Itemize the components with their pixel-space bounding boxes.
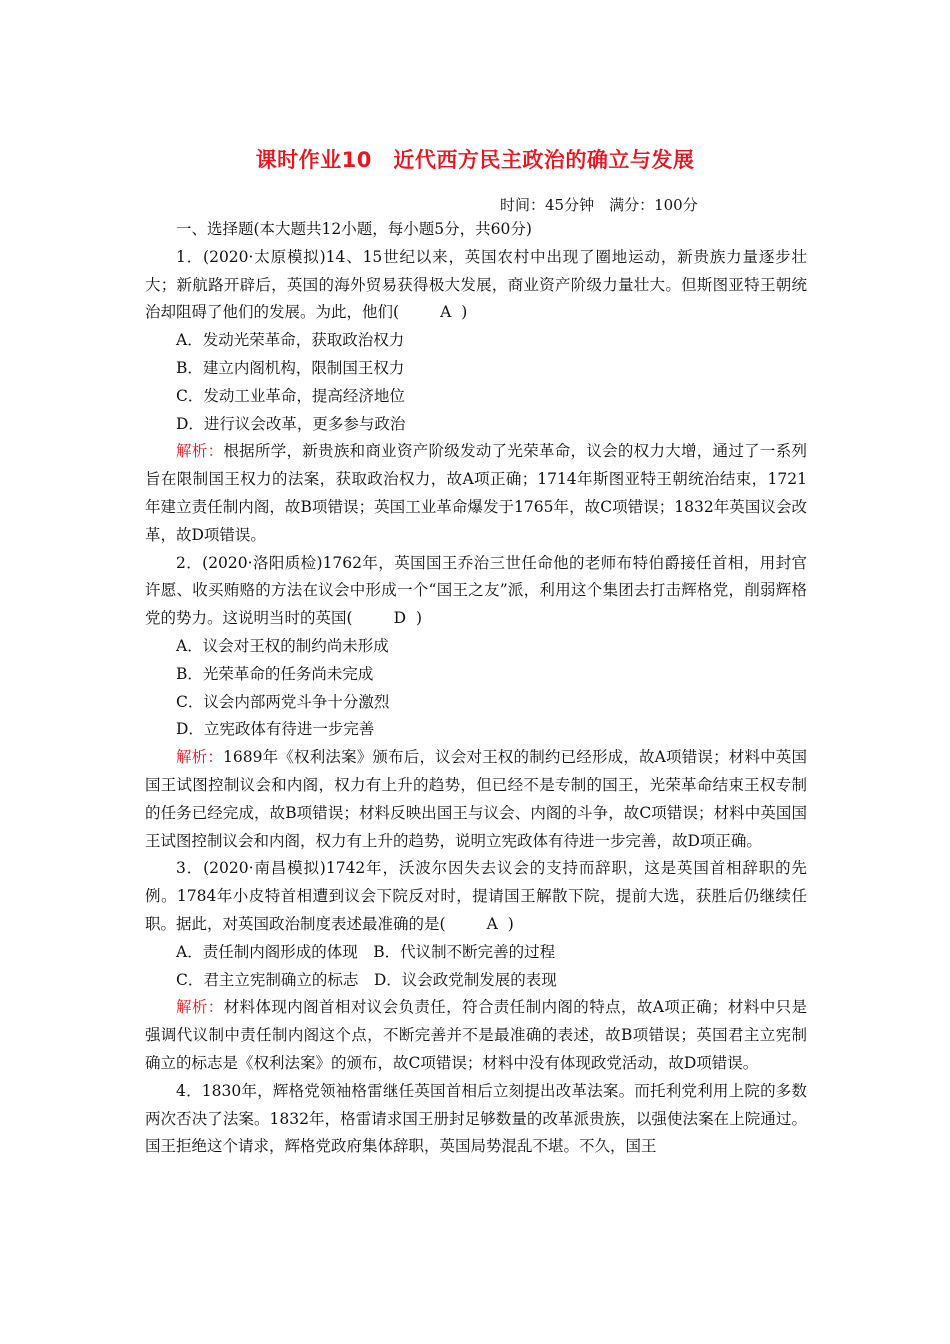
question-4 <box>145 1078 807 1161</box>
explanation-text: 根据所学，新贵族和商业资产阶级发动了光荣革命，议会的权力大增，通过了一系列旨在限制国王权力的法案，获取政治权力，故A项正确；1714年斯图亚特王朝统治结束，1721年建立责任制内阁，故B项错误；英国工业革命爆发于1765年，故C项错误；1832年英国议会改革，故D项错误。 <box>145 442 807 544</box>
option-line-ab: A．责任制内阁形成的体现 B．代议制不断完善的过程 <box>176 942 556 961</box>
time-score-info: 时间：45分钟 满分：100分 <box>500 196 698 214</box>
content-body <box>145 216 807 1161</box>
option-b: B．建立内阁机构，限制国王权力 <box>176 358 405 377</box>
explanation-text: 材料体现内阁首相对议会负责任，符合责任制内阁的特点，故A项正确；材料中只是强调代议制中责任制内阁这个点，不断完善并不是最准确的表述，故B项错误；英国君主立宪制确立的标志是《权利法案》的颁布，故C项错误；材料中没有体现政党活动，故D项错误。 <box>145 998 807 1072</box>
option-b: B．光荣革命的任务尚未完成 <box>176 664 374 683</box>
section-heading: 一、选择题(本大题共12小题，每小题5分，共60分) <box>176 220 532 238</box>
option-c: C．议会内部两党斗争十分激烈 <box>176 692 390 711</box>
explanation-label: 解析： <box>176 442 224 461</box>
question-2 <box>145 550 807 633</box>
option-d: D．立宪政体有待进一步完善 <box>176 720 375 739</box>
option-d: D．进行议会改革，更多参与政治 <box>176 414 406 433</box>
explanation-3 <box>145 994 807 1077</box>
question-stem: 2．(2020·洛阳质检)1762年，英国国王乔治三世任命他的老师布特伯爵接任首相，用封官许愿、收买贿赂的方法在议会中形成一个“国王之友”派，利用这个集团去打击辉格党，削弱辉格党的势力。这说明当时的英国( <box>145 553 807 628</box>
option-c: C．发动工业革命，提高经济地位 <box>176 386 405 405</box>
answer-mark: A <box>440 303 452 322</box>
option-a: A．议会对王权的制约尚未形成 <box>176 636 389 655</box>
question-stem: 4．1830年，辉格党领袖格雷继任英国首相后立刻提出改革法案。而托利党利用上院的多数两次否决了法案。1832年，格雷请求国王册封足够数量的改革派贵族，以强使法案在上院通过。国王拒绝这个请求，辉格党政府集体辞职，英国局势混乱不堪。不久，国王 <box>145 1081 807 1156</box>
question-stem: 1．(2020·太原模拟)14、15世纪以来，英国农村中出现了圈地运动，新贵族力量逐步壮大；新航路开辟后，英国的海外贸易获得极大发展，商业资产阶级力量壮大。但斯图亚特王朝统治却阻碍了他们的发展。为此，他们( <box>145 247 807 322</box>
option-line-cd: C．君主立宪制确立的标志 D．议会政党制发展的表现 <box>176 970 557 989</box>
bracket-close: ) <box>461 303 468 322</box>
answer-mark: D <box>393 609 406 628</box>
page-title: 课时作业10 近代西方民主政治的确立与发展 <box>255 148 695 172</box>
bracket-close: ) <box>507 914 514 933</box>
answer-mark: A <box>486 914 498 933</box>
explanation-1 <box>145 438 807 549</box>
bracket-close: ) <box>416 609 423 628</box>
explanation-label: 解析： <box>176 748 224 767</box>
question-stem: 3．(2020·南昌模拟)1742年，沃波尔因失去议会的支持而辞职，这是英国首相辞职的先例。1784年小皮特首相遭到议会下院反对时，提请国王解散下院，提前大选，获胜后仍继续任职。据此，对英国政治制度表述最准确的是( <box>145 859 807 933</box>
explanation-text: 1689年《权利法案》颁布后，议会对王权的制约已经形成，故A项错误；材料中英国国王试图控制议会和内阁，权力有上升的趋势，但已经不是专制的国王，光荣革命结束王权专制的任务已经完成，故B项错误；材料反映出国王与议会、内阁的斗争，故C项错误；材料中英国国王试图控制议会和内阁，权力有上升的趋势，说明立宪政体有待进一步完善，故D项正确。 <box>145 748 807 850</box>
option-a: A．发动光荣革命，获取政治权力 <box>176 331 405 350</box>
question-3 <box>145 855 807 938</box>
explanation-2 <box>145 744 807 855</box>
explanation-label: 解析： <box>176 998 224 1017</box>
question-1 <box>145 244 807 327</box>
